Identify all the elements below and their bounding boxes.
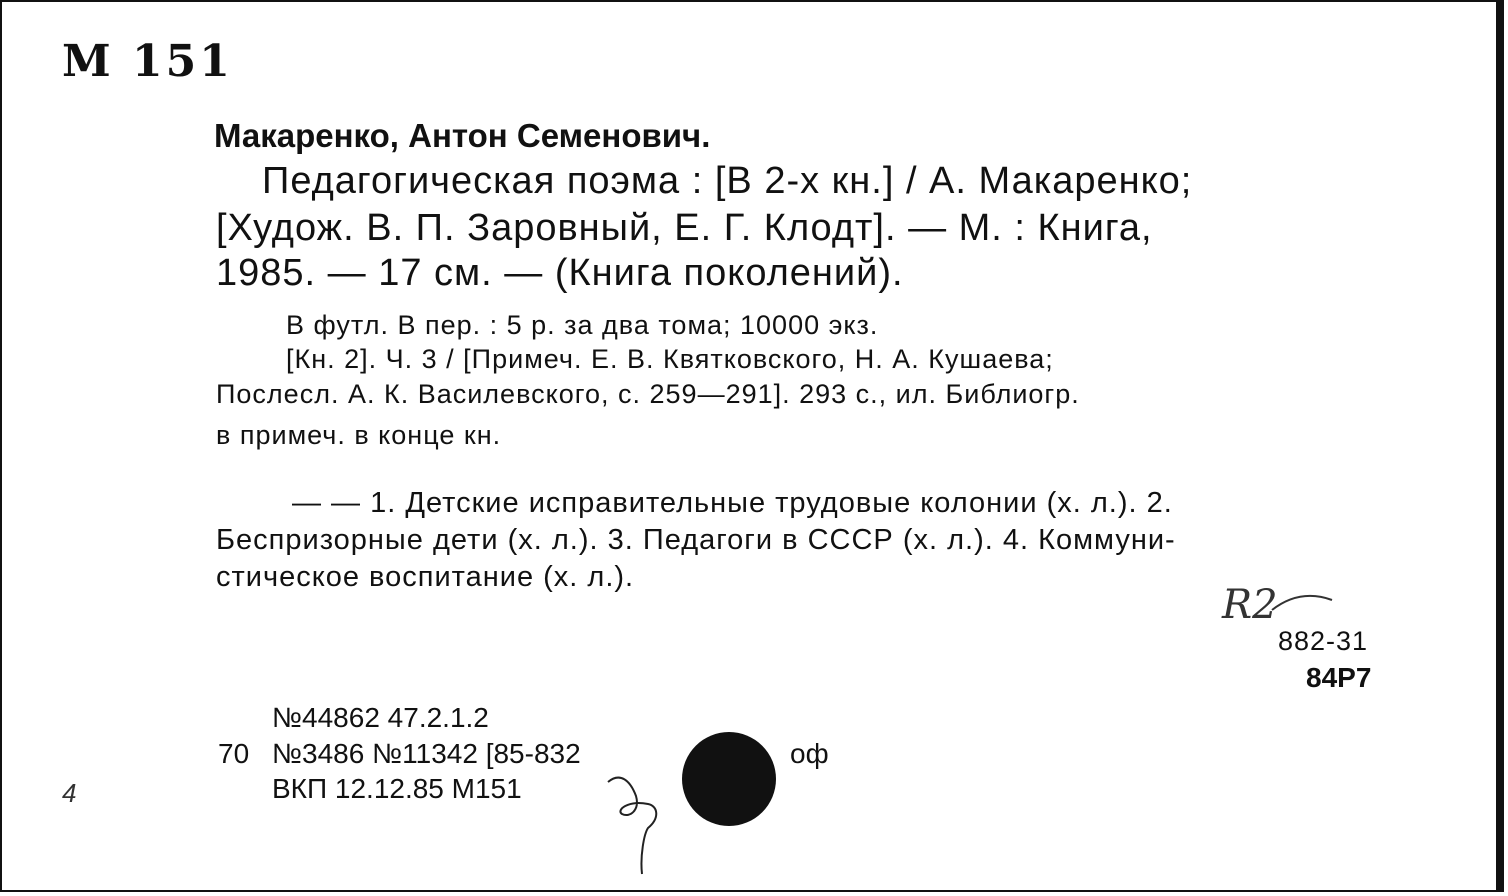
footer-suffix: оф [790, 738, 829, 769]
author-heading: Макаренко, Антон Семенович. [214, 117, 711, 154]
classification-code: 84Р7 [1306, 662, 1372, 693]
footer-line: №3486 №11342 [85-832 [272, 738, 581, 769]
title-line: 1985. — 17 см. — (Книга поколений). [216, 252, 904, 294]
notes-line: в примеч. в конце кн. [216, 420, 502, 450]
subjects-line: Беспризорные дети (х. л.). 3. Педагоги в СССР (х. л.). 4. Коммуни- [216, 524, 1176, 556]
subjects-line: стическое воспитание (х. л.). [216, 561, 635, 593]
signature-icon [600, 770, 710, 880]
margin-mark: 4 [62, 778, 77, 808]
classification-code: 882-31 [1278, 626, 1369, 656]
footer-prefix: 70 [218, 738, 250, 769]
handwritten-mark: R2 [1222, 582, 1278, 628]
footer-line: ВКП 12.12.85 М151 [272, 773, 522, 804]
subjects-line: — — 1. Детские исправительные трудовые колонии (х. л.). 2. [292, 487, 1173, 519]
handwritten-stroke-icon [1270, 588, 1350, 628]
notes-line: Послесл. А. К. Василевского, с. 259—291]. 293 с., ил. Библиогр. [216, 379, 1080, 409]
title-line: Педагогическая поэма : [В 2-х кн.] / А. Макаренко; [262, 160, 1193, 202]
title-line: [Худож. В. П. Заровный, Е. Г. Клодт]. — М. : Книга, [216, 207, 1153, 249]
notes-line: [Кн. 2]. Ч. 3 / [Примеч. Е. В. Квятковского, Н. А. Кушаева; [286, 344, 1054, 374]
call-number: М 151 [62, 36, 233, 87]
notes-line: В футл. В пер. : 5 р. за два тома; 10000 экз. [286, 310, 879, 340]
footer-line: №44862 47.2.1.2 [272, 702, 489, 733]
